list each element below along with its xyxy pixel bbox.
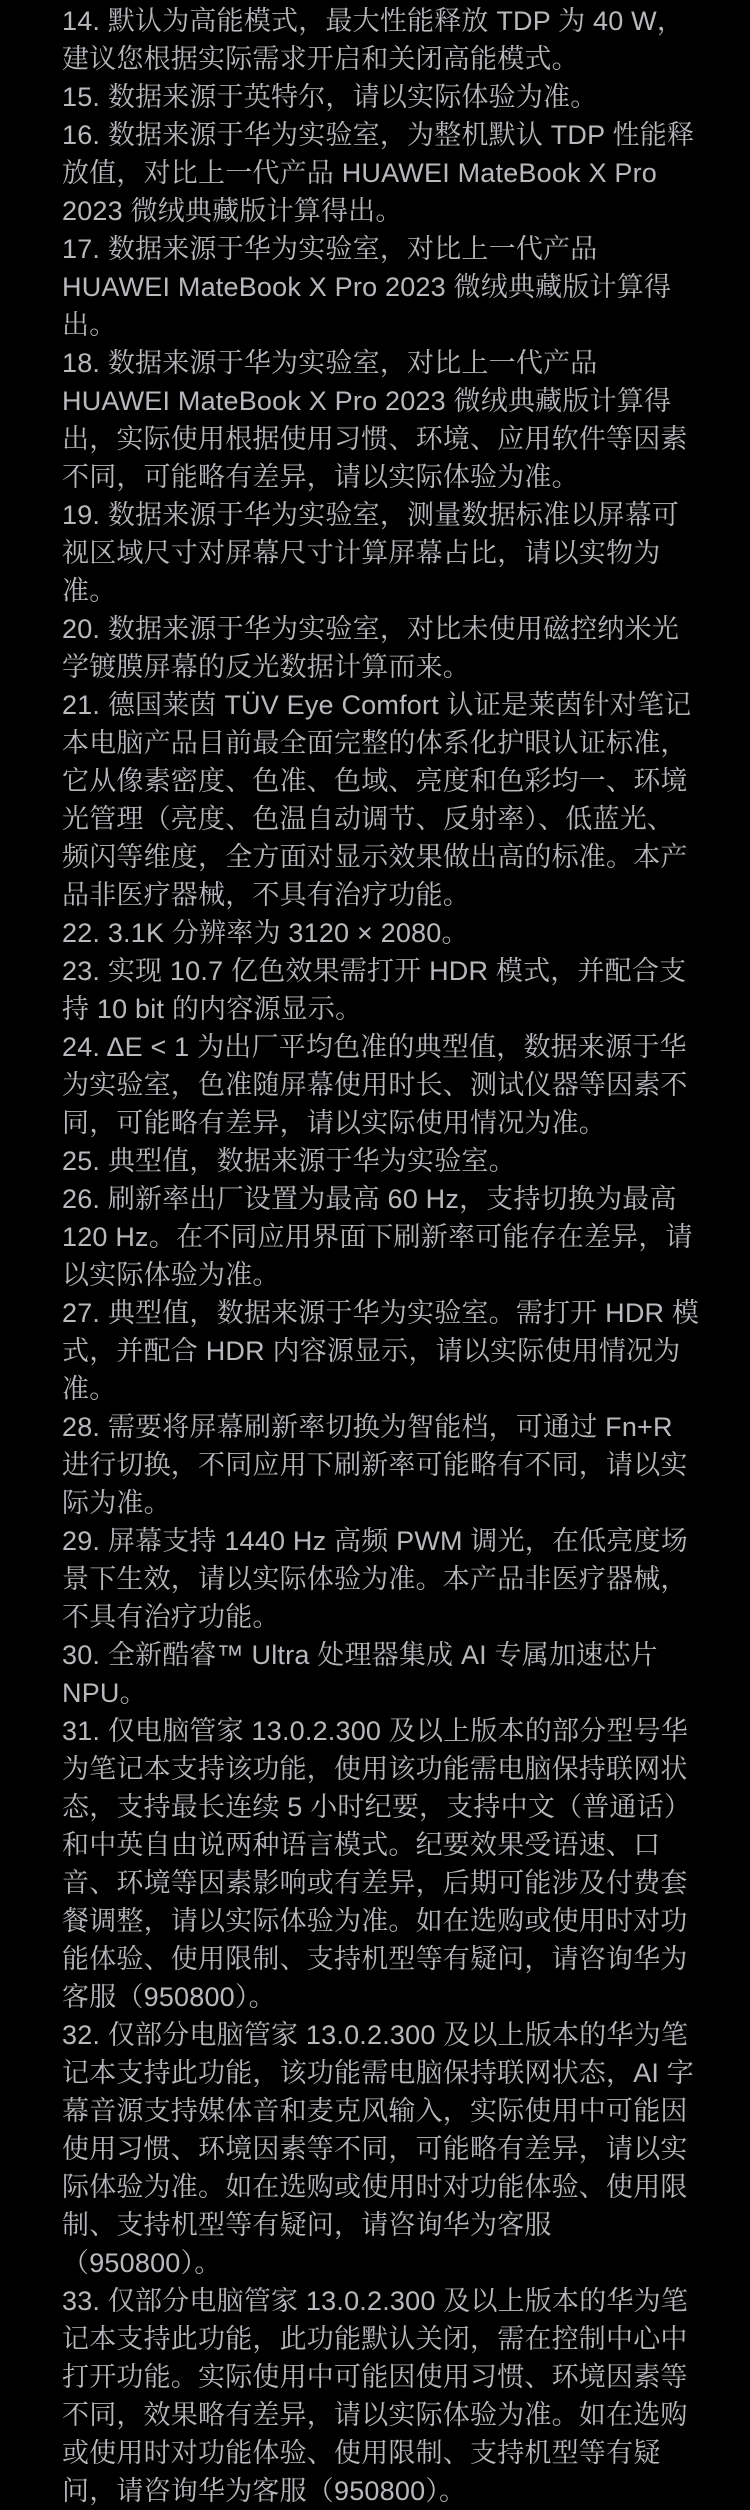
footnote-item: 19. 数据来源于华为实验室，测量数据标准以屏幕可视区域尺寸对屏幕尺寸计算屏幕占比，请以实物为准。: [62, 500, 680, 606]
footnote-item: 17. 数据来源于华为实验室，对比上一代产品 HUAWEI MateBook X Pro 2023 微绒典藏版计算得出。: [62, 234, 672, 340]
footnote-item: 15. 数据来源于英特尔，请以实际体验为准。: [62, 82, 598, 112]
footnote-item: 22. 3.1K 分辨率为 3120 × 2080。: [62, 918, 469, 948]
footnote-item: 31. 仅电脑管家 13.0.2.300 及以上版本的部分型号华为笔记本支持该功能，使用该功能需电脑保持联网状态，支持最长连续 5 小时纪要，支持中文（普通话）和中英自由说两种语言模式。纪要效果受语速、口音、环境等因素影响或有差异，后期可能涉及付费套餐调整，请以实际体验为准。如在选购或使用时对功能体验、使用限制、支持机型等有疑问，请咨询华为客服（950800）。: [62, 1716, 692, 2012]
footnote-item: 21. 德国莱茵 TÜV Eye Comfort 认证是莱茵针对笔记本电脑产品目前最全面完整的体系化护眼认证标准，它从像素密度、色准、色域、亮度和色彩均一、环境光管理（亮度、色温自动调节、反射率）、低蓝光、频闪等维度，全方面对显示效果做出高的标准。本产品非医疗器械，不具有治疗功能。: [62, 690, 692, 910]
footnote-item: 14. 默认为高能模式，最大性能释放 TDP 为 40 W，建议您根据实际需求开启和关闭高能模式。: [62, 6, 685, 74]
footnote-item: 32. 仅部分电脑管家 13.0.2.300 及以上版本的华为笔记本支持此功能，该功能需电脑保持联网状态，AI 字幕音源支持媒体音和麦克风输入，实际使用中可能因使用习惯、环境因素等不同，可能略有差异，请以实际体验为准。如在选购或使用时对功能体验、使用限制、支持机型等有疑问，请咨询华为客服（950800）。: [62, 2020, 695, 2278]
footnote-item: 30. 全新酷睿™ Ultra 处理器集成 AI 专属加速芯片 NPU。: [62, 1640, 658, 1708]
footnote-item: 29. 屏幕支持 1440 Hz 高频 PWM 调光，在低亮度场景下生效，请以实际体验为准。本产品非医疗器械，不具有治疗功能。: [62, 1526, 688, 1632]
footnote-item: 23. 实现 10.7 亿色效果需打开 HDR 模式，并配合支持 10 bit 的内容源显示。: [62, 956, 687, 1024]
footnote-item: 16. 数据来源于华为实验室，为整机默认 TDP 性能释放值，对比上一代产品 HUAWEI MateBook X Pro 2023 微绒典藏版计算得出。: [62, 120, 695, 226]
footnote-item: 18. 数据来源于华为实验室，对比上一代产品 HUAWEI MateBook X Pro 2023 微绒典藏版计算得出，实际使用根据使用习惯、环境、应用软件等因素不同，可能略有差异，请以实际体验为准。: [62, 348, 688, 492]
footnote-item: 24. ΔE < 1 为出厂平均色准的典型值，数据来源于华为实验室，色准随屏幕使用时长、测试仪器等因素不同，可能略有差异，请以实际使用情况为准。: [62, 1032, 688, 1138]
footnotes-list: [62, 2, 700, 2510]
footnote-item: 28. 需要将屏幕刷新率切换为智能档，可通过 Fn+R 进行切换，不同应用下刷新率可能略有不同，请以实际为准。: [62, 1412, 688, 1518]
footnote-item: 20. 数据来源于华为实验室，对比未使用磁控纳米光学镀膜屏幕的反光数据计算而来。: [62, 614, 680, 682]
footnote-item: 25. 典型值，数据来源于华为实验室。: [62, 1146, 516, 1176]
footnote-item: 27. 典型值，数据来源于华为实验室。需打开 HDR 模式，并配合 HDR 内容源显示，请以实际使用情况为准。: [62, 1298, 700, 1404]
footnote-item: 33. 仅部分电脑管家 13.0.2.300 及以上版本的华为笔记本支持此功能，此功能默认关闭，需在控制中心中打开功能。实际使用中可能因使用习惯、环境因素等不同，效果略有差异，请以实际体验为准。如在选购或使用时对功能体验、使用限制、支持机型等有疑问，请咨询华为客服（950800）。: [62, 2286, 689, 2506]
footnote-item: 26. 刷新率出厂设置为最高 60 Hz，支持切换为最高 120 Hz。在不同应用界面下刷新率可能存在差异，请以实际体验为准。: [62, 1184, 693, 1290]
